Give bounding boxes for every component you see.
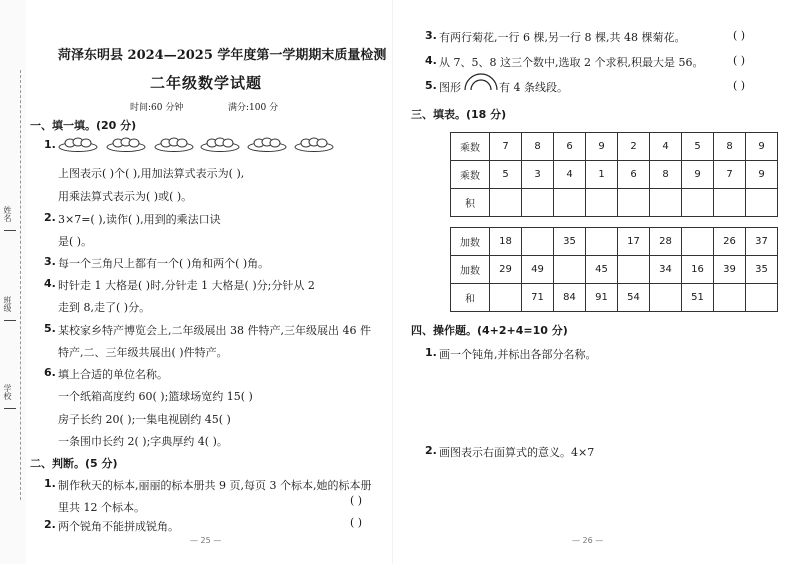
answer-cell[interactable] bbox=[650, 189, 682, 217]
paper-subtitle: 二年级数学试题 bbox=[150, 74, 263, 92]
table-row bbox=[451, 228, 778, 256]
j1-line2: 里共 12 个标本。 bbox=[58, 501, 145, 514]
answer-cell[interactable] bbox=[586, 189, 618, 217]
table-cell: 8 bbox=[522, 133, 554, 161]
answer-cell[interactable] bbox=[746, 189, 778, 217]
q5-line2: 特产,二、三年级共展出( )件特产。 bbox=[58, 346, 228, 359]
table-cell[interactable]: 28 bbox=[650, 228, 682, 256]
table-cell[interactable] bbox=[522, 228, 554, 256]
q3-number: 3. bbox=[44, 255, 56, 268]
table-cell: 8 bbox=[650, 161, 682, 189]
answer-cell[interactable] bbox=[522, 189, 554, 217]
table-cell[interactable] bbox=[682, 228, 714, 256]
table-cell: 7 bbox=[490, 133, 522, 161]
table-cell[interactable]: 51 bbox=[682, 284, 714, 312]
table-cell[interactable]: 26 bbox=[714, 228, 746, 256]
page-divider bbox=[392, 0, 393, 564]
table-cell: 加数 bbox=[451, 228, 490, 256]
dumpling-plate-icon bbox=[200, 136, 240, 152]
table-row bbox=[451, 133, 778, 161]
addition-table bbox=[450, 227, 778, 312]
answer-cell[interactable] bbox=[554, 189, 586, 217]
table-row bbox=[451, 256, 778, 284]
binding-line bbox=[20, 70, 21, 500]
table-cell[interactable]: 17 bbox=[618, 228, 650, 256]
j5-number: 5. bbox=[425, 79, 437, 92]
table-row bbox=[451, 284, 778, 312]
op2-text: 画图表示右面算式的意义。4×7 bbox=[439, 446, 595, 459]
answer-cell[interactable] bbox=[714, 189, 746, 217]
j4-answer-paren[interactable]: ( ) bbox=[733, 54, 746, 67]
table-cell: 1 bbox=[586, 161, 618, 189]
name-blank bbox=[4, 230, 16, 231]
table-cell[interactable]: 54 bbox=[618, 284, 650, 312]
table-cell[interactable]: 34 bbox=[650, 256, 682, 284]
j2-number: 2. bbox=[44, 518, 56, 531]
op2-number: 2. bbox=[425, 444, 437, 457]
table-cell: 加数 bbox=[451, 256, 490, 284]
table-cell[interactable] bbox=[586, 228, 618, 256]
table-cell[interactable]: 35 bbox=[554, 228, 586, 256]
table-cell: 4 bbox=[650, 133, 682, 161]
table-cell: 8 bbox=[714, 133, 746, 161]
multiplication-table bbox=[450, 132, 778, 217]
j2-line1: 两个锐角不能拼成锐角。 bbox=[58, 520, 179, 533]
table-cell: 2 bbox=[618, 133, 650, 161]
answer-cell[interactable] bbox=[490, 189, 522, 217]
q6-line2: 一个纸箱高度约 60( );篮球场宽约 15( ) bbox=[58, 390, 253, 403]
table-cell: 9 bbox=[682, 161, 714, 189]
table-cell: 6 bbox=[554, 133, 586, 161]
table-cell[interactable]: 18 bbox=[490, 228, 522, 256]
dumpling-plate-icon bbox=[247, 136, 287, 152]
answer-cell[interactable] bbox=[682, 189, 714, 217]
j1-answer-paren[interactable]: ( ) bbox=[350, 494, 363, 507]
table-cell[interactable]: 71 bbox=[522, 284, 554, 312]
exam-title: 菏泽东明县 2024—2025 学年度第一学期期末质量检测 bbox=[58, 48, 387, 63]
q4-number: 4. bbox=[44, 277, 56, 290]
table-cell: 9 bbox=[586, 133, 618, 161]
dumpling-plate-icon bbox=[294, 136, 334, 152]
table-cell: 6 bbox=[618, 161, 650, 189]
exam-time: 时间:60 分钟 bbox=[130, 103, 184, 113]
table-row bbox=[451, 161, 778, 189]
q5-number: 5. bbox=[44, 322, 56, 335]
table-cell[interactable] bbox=[490, 284, 522, 312]
q1-line2: 用乘法算式表示为( )或( )。 bbox=[58, 190, 193, 203]
op1-text: 画一个钝角,并标出各部分名称。 bbox=[439, 348, 597, 361]
q2-line1: 3×7=( ),读作( ),用到的乘法口诀 bbox=[58, 213, 221, 226]
table-cell: 积 bbox=[451, 189, 490, 217]
class-blank bbox=[4, 320, 16, 321]
q5-line1: 某校家乡特产博览会上,二年级展出 38 件特产,三年级展出 46 件 bbox=[58, 324, 371, 337]
table-cell: 7 bbox=[714, 161, 746, 189]
table-cell[interactable]: 45 bbox=[586, 256, 618, 284]
q6-line4: 一条围巾长约 2( );字典厚约 4( )。 bbox=[58, 435, 228, 448]
table-cell[interactable]: 39 bbox=[714, 256, 746, 284]
q1-number: 1. bbox=[44, 138, 56, 151]
binding-strip bbox=[0, 0, 26, 564]
answer-cell[interactable] bbox=[618, 189, 650, 217]
j1-number: 1. bbox=[44, 477, 56, 490]
table-cell[interactable] bbox=[650, 284, 682, 312]
arc-shape-icon bbox=[463, 70, 499, 92]
q2-number: 2. bbox=[44, 211, 56, 224]
table-cell[interactable] bbox=[618, 256, 650, 284]
j3-answer-paren[interactable]: ( ) bbox=[733, 29, 746, 42]
table-cell: 乘数 bbox=[451, 161, 490, 189]
table-cell[interactable]: 29 bbox=[490, 256, 522, 284]
op1-number: 1. bbox=[425, 346, 437, 359]
table-cell: 5 bbox=[682, 133, 714, 161]
dumpling-plate-icon bbox=[106, 136, 146, 152]
j2-answer-paren[interactable]: ( ) bbox=[350, 516, 363, 529]
table-cell[interactable] bbox=[554, 256, 586, 284]
j3-line1: 有两行菊花,一行 6 棵,另一行 8 棵,共 48 棵菊花。 bbox=[439, 31, 686, 44]
j5-pre: 图形 bbox=[439, 81, 461, 94]
dumpling-plate-icon bbox=[154, 136, 194, 152]
q6-number: 6. bbox=[44, 366, 56, 379]
name-label: 姓名 bbox=[3, 206, 12, 222]
section-judge-title: 二、判断。(5 分) bbox=[30, 457, 118, 470]
table-cell: 9 bbox=[746, 133, 778, 161]
section-table-title: 三、填表。(18 分) bbox=[411, 108, 507, 121]
j1-line1: 制作秋天的标本,丽丽的标本册共 9 页,每页 3 个标本,她的标本册 bbox=[58, 479, 372, 492]
j5-answer-paren[interactable]: ( ) bbox=[733, 79, 746, 92]
school-label: 学校 bbox=[3, 384, 12, 400]
school-blank bbox=[4, 408, 16, 409]
page-number-left: — 25 — bbox=[190, 536, 222, 545]
table-cell[interactable]: 91 bbox=[586, 284, 618, 312]
j5-post: 有 4 条线段。 bbox=[499, 81, 568, 94]
table-cell: 乘数 bbox=[451, 133, 490, 161]
j3-number: 3. bbox=[425, 29, 437, 42]
q1-line1: 上图表示( )个( ),用加法算式表示为( ), bbox=[58, 167, 245, 180]
table-cell[interactable]: 16 bbox=[682, 256, 714, 284]
q4-line2: 走到 8,走了( )分。 bbox=[58, 301, 151, 314]
table-cell: 4 bbox=[554, 161, 586, 189]
table-cell: 3 bbox=[522, 161, 554, 189]
table-cell: 9 bbox=[746, 161, 778, 189]
table-cell[interactable] bbox=[714, 284, 746, 312]
q3-line1: 每一个三角尺上都有一个( )角和两个( )角。 bbox=[58, 257, 270, 270]
q2-line2: 是( )。 bbox=[58, 235, 93, 248]
table-cell: 5 bbox=[490, 161, 522, 189]
exam-score: 满分:100 分 bbox=[228, 103, 279, 113]
j4-line1: 从 7、5、8 这三个数中,选取 2 个求积,积最大是 56。 bbox=[439, 56, 704, 69]
table-cell[interactable]: 37 bbox=[746, 228, 778, 256]
j4-number: 4. bbox=[425, 54, 437, 67]
table-cell[interactable]: 84 bbox=[554, 284, 586, 312]
table-row bbox=[451, 189, 778, 217]
table-cell[interactable]: 35 bbox=[746, 256, 778, 284]
dumpling-plate-icon bbox=[58, 136, 98, 152]
page-number-right: — 26 — bbox=[572, 536, 604, 545]
table-cell: 和 bbox=[451, 284, 490, 312]
table-cell[interactable]: 49 bbox=[522, 256, 554, 284]
section-fill-title: 一、填一填。(20 分) bbox=[30, 119, 137, 132]
q4-line1: 时针走 1 大格是( )时,分针走 1 大格是( )分;分针从 2 bbox=[58, 279, 315, 292]
q6-line1: 填上合适的单位名称。 bbox=[58, 368, 168, 381]
table-cell[interactable] bbox=[746, 284, 778, 312]
class-label: 班级 bbox=[3, 296, 12, 312]
section-ops-title: 四、操作题。(4+2+4=10 分) bbox=[411, 324, 568, 337]
q6-line3: 房子长约 20( );一集电视剧约 45( ) bbox=[58, 413, 231, 426]
